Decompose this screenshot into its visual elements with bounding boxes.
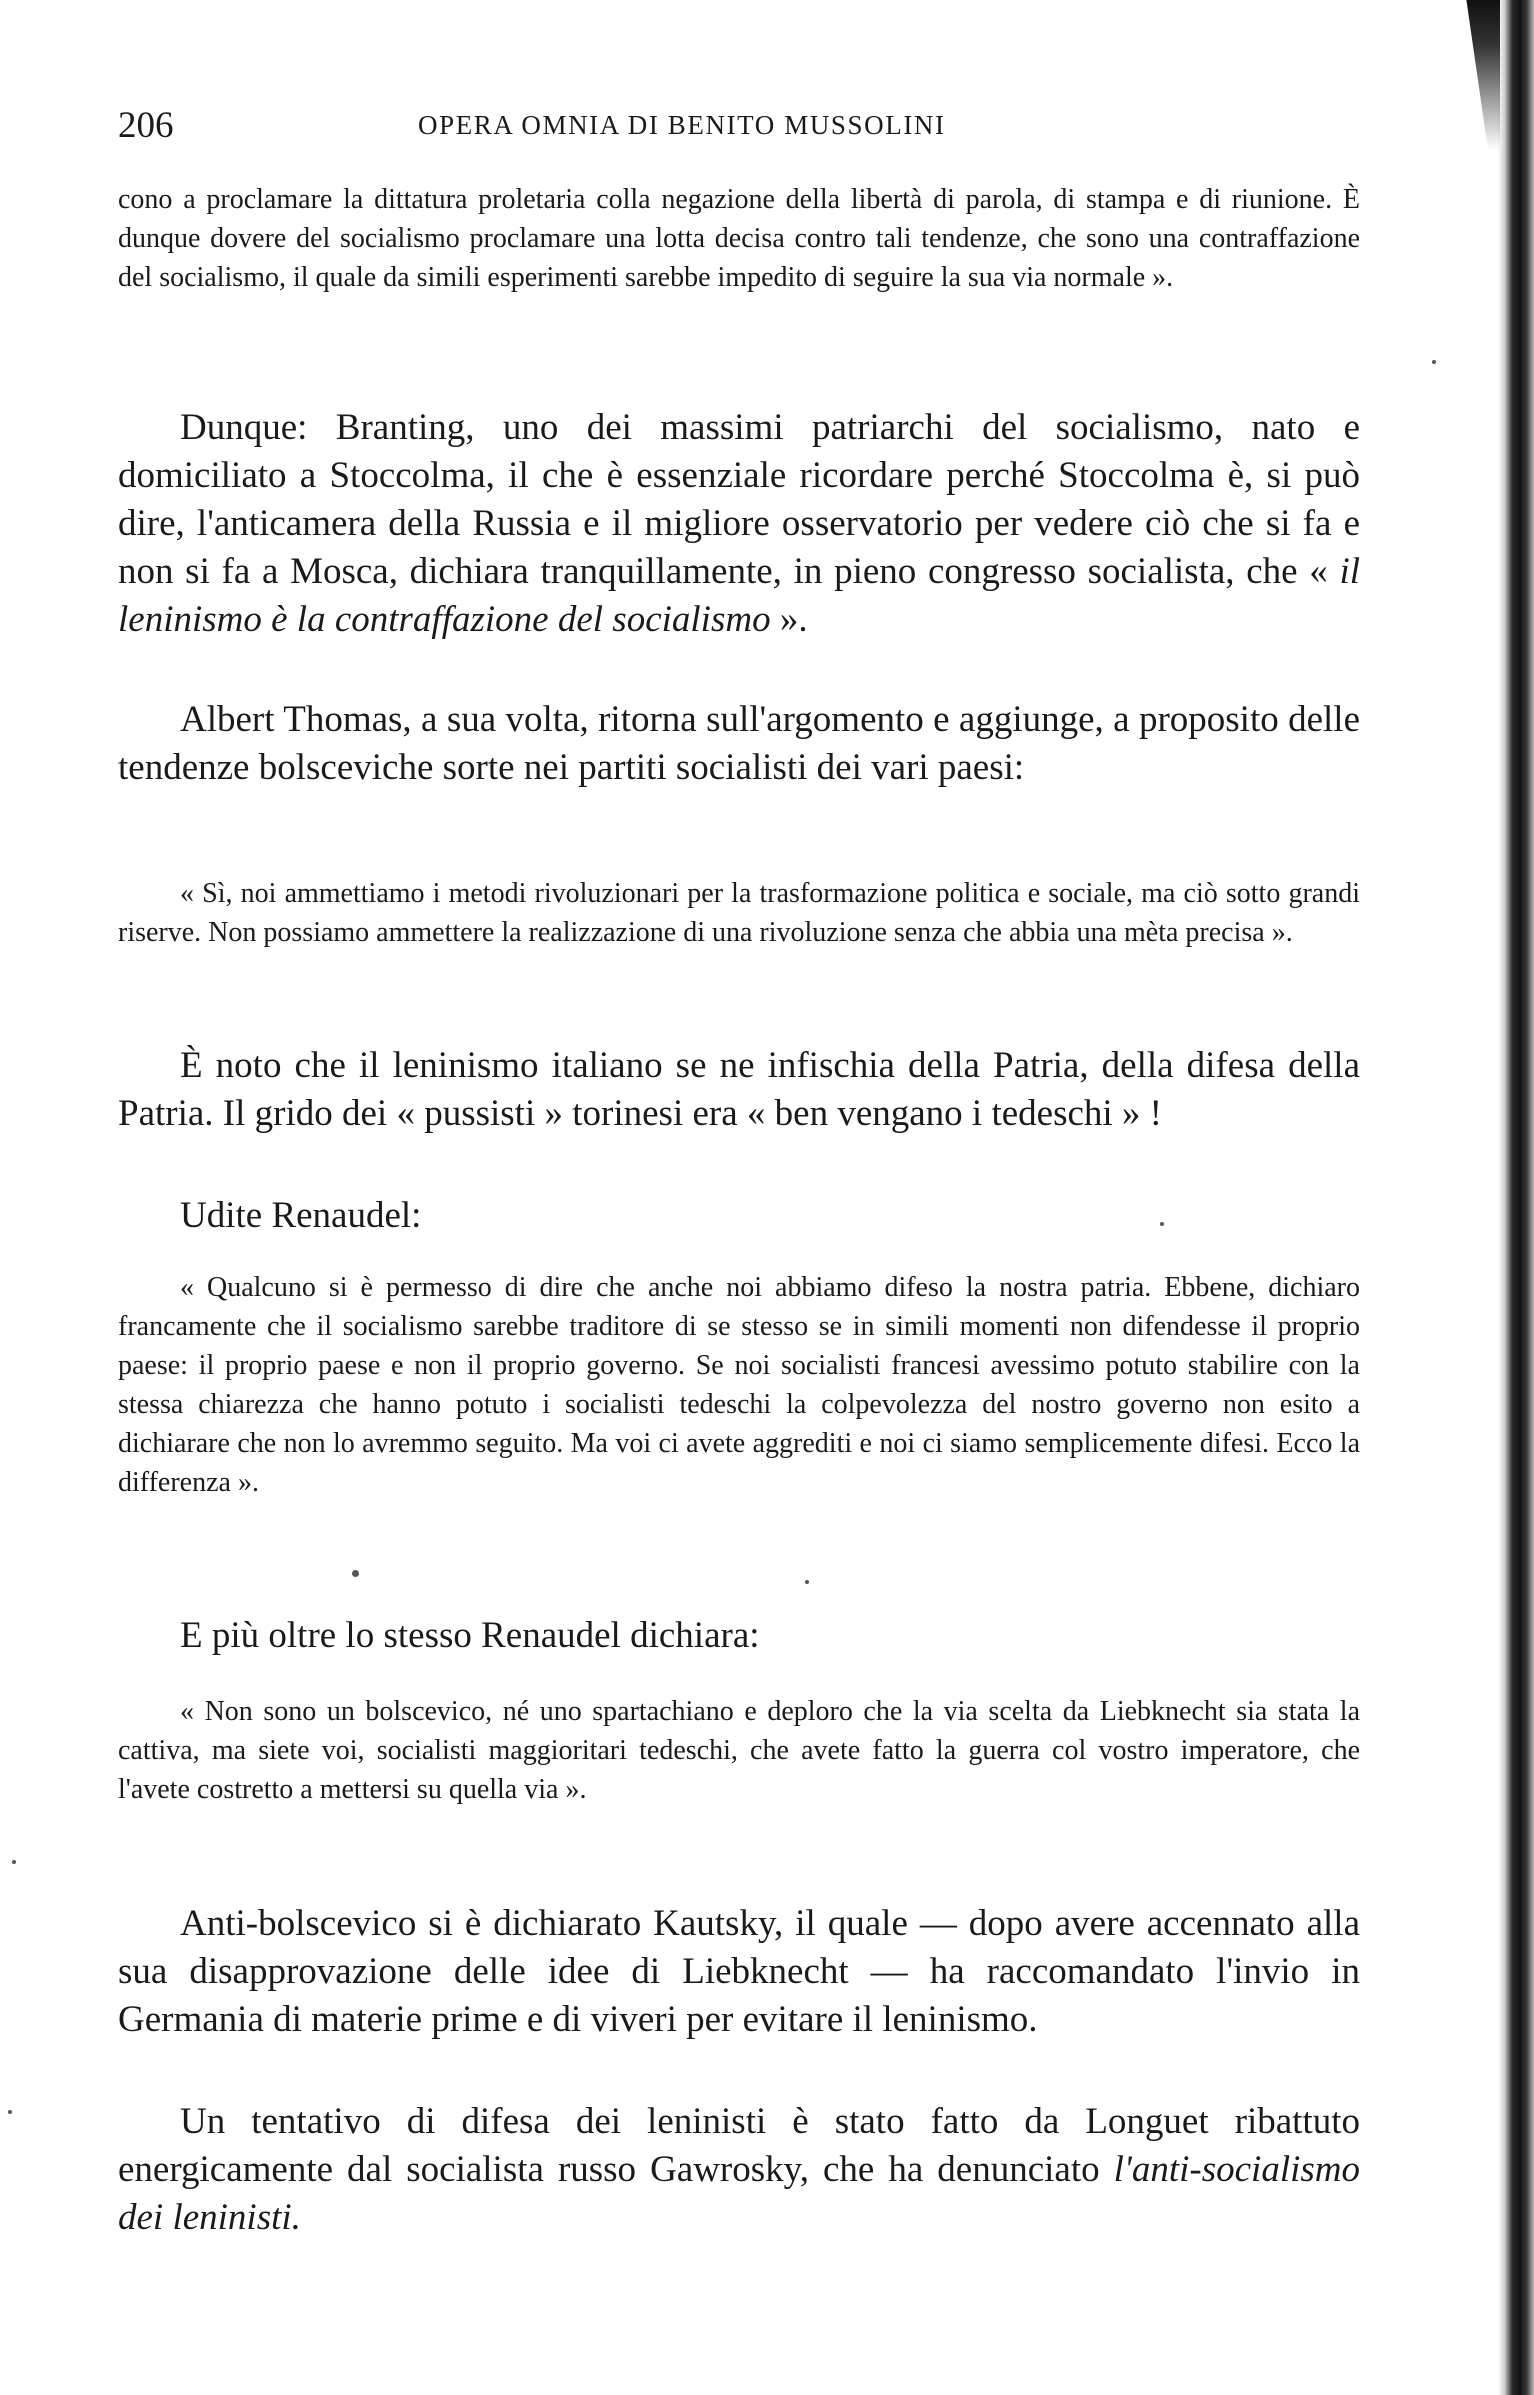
- paragraph-text: Anti-bolscevico si è dichiarato Kautsky, il quale — dopo avere accennato alla sua disapprovazione delle idee di Liebknecht — ha raccomandato l'invio in Germania di materie prime e di viveri per evitare il leninismo.: [118, 1903, 1360, 2040]
- paragraph-text: Albert Thomas, a sua volta, ritorna sull'argomento e aggiunge, a proposito delle tendenze bolsceviche sorte nei partiti socialisti dei vari paesi:: [118, 699, 1360, 788]
- quote-paragraph: cono a proclamare la dittatura proletaria colla negazione della libertà di parola, di stampa e di riunione. È dunque dovere del socialismo proclamare una lotta decisa contro tali tendenze, che sono una contraffazione del socialismo, il quale da simili esperimenti sarebbe impedito di seguire la sua via normale ».: [118, 184, 1360, 293]
- quote-paragraph: « Non sono un bolscevico, né uno spartachiano e deploro che la via scelta da Liebknecht sia stata la cattiva, ma siete voi, socialisti maggioritari tedeschi, che avete fatto la guerra col vostro imperatore, che l'avete costretto a mettersi su quella via ».: [118, 1696, 1360, 1805]
- quote-block: [118, 1268, 1360, 1502]
- scan-speck: [352, 1570, 359, 1577]
- body-paragraph: [118, 1192, 1360, 1240]
- quote-block: [118, 1692, 1360, 1809]
- paragraph-text: E più oltre lo stesso Renaudel dichiara:: [180, 1615, 760, 1656]
- scan-speck: [12, 1860, 16, 1864]
- page-binding-shadow: [1452, 0, 1500, 150]
- body-paragraph: [118, 1042, 1360, 1138]
- page-header: [118, 104, 1418, 154]
- paragraph-text: Un tentativo di difesa dei leninisti è stato fatto da Longuet ribattuto energicamente dal socialista russo Gawrosky, che ha denunciato: [118, 2101, 1360, 2190]
- italic-quotation: il leninismo è la contraffazione del socialismo: [118, 551, 1360, 640]
- paragraph-text: È noto che il leninismo italiano se ne infischia della Patria, della difesa della Patria. Il grido dei « pussisti » torinesi era « ben vengano i tedeschi » !: [118, 1045, 1360, 1134]
- paragraph-tail: ».: [779, 599, 808, 640]
- page-binding-edge: [1498, 0, 1534, 2395]
- quote-paragraph: « Sì, noi ammettiamo i metodi rivoluzionari per la trasformazione politica e sociale, ma ciò sotto grandi riserve. Non possiamo ammettere la realizzazione di una rivoluzione senza che abbia una mèta precisa ».: [118, 878, 1360, 948]
- italic-quotation: l'anti-socialismo dei leninisti.: [118, 2149, 1360, 2238]
- quote-block: [118, 874, 1360, 952]
- quote-paragraph: « Qualcuno si è permesso di dire che anche noi abbiamo difeso la nostra patria. Ebbene, dichiaro francamente che il socialismo sarebbe traditore di se stesso se in simili momenti non difendesse il proprio paese: il proprio paese e non il proprio governo. Se noi socialisti francesi avessimo potuto stabilire con la stessa chiarezza che hanno potuto i socialisti tedeschi la colpevolezza del nostro governo non esito a dichiarare che non lo avremmo seguito. Ma voi ci avete aggrediti e noi ci siamo semplicemente difesi. Ecco la differenza ».: [118, 1272, 1360, 1498]
- scan-speck: [805, 1580, 809, 1584]
- body-paragraph: [118, 1900, 1360, 2044]
- body-paragraph: [118, 2098, 1360, 2242]
- body-paragraph: [118, 696, 1360, 792]
- running-title: OPERA OMNIA DI BENITO MUSSOLINI: [418, 110, 946, 140]
- scan-speck: [1432, 360, 1436, 364]
- quote-block: [118, 180, 1360, 297]
- body-paragraph: [118, 1612, 1360, 1660]
- paragraph-text: Dunque: Branting, uno dei massimi patriarchi del socialismo, nato e domiciliato a Stoccolma, il che è essenziale ricordare perché Stoccolma è, si può dire, l'anticamera della Russia e il migliore osservatorio per vedere ciò che si fa e non si fa a Mosca, dichiara tranquillamente, in pieno congresso socialista, che «: [118, 407, 1360, 592]
- page-number: 206: [118, 105, 174, 146]
- scan-speck: [8, 2110, 12, 2114]
- body-paragraph: [118, 404, 1360, 644]
- paragraph-text: Udite Renaudel:: [180, 1195, 422, 1236]
